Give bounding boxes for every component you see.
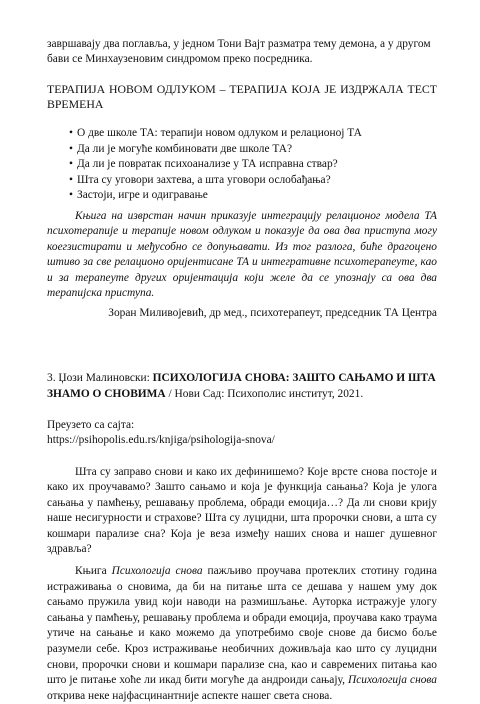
bullet-list bbox=[69, 126, 437, 204]
list-item: • Застоји, игре и одигравање bbox=[69, 188, 437, 204]
intro-paragraph: завршавају два поглавља, у једном Тони Вајт разматра тему демона, а у другом бави се Минхаузеновим синдромом преко посредника. bbox=[47, 38, 431, 65]
book-number-author: 3. Џози Малиновски: bbox=[47, 371, 153, 384]
text-run: пажљиво проучава протеклих стотину година истраживања о сновима, да би на питање шта се дешава у нашем уму док сањамо пружила увид који наводи на размишљање. Ауторка истражује улогу сањања у памћењу, решавању проблема и обради емоција, проучава како траума утиче на сањање и како можемо да употребимо своје снове да бисмо боље разумели себе. Кроз истраживање необичних доживљаја као што су луцидни снови, пророчки снови и кошмари парализе сна, као и савремених питања као што је питање хоће ли икад бити могуће да андроиди сањају, bbox=[47, 565, 437, 687]
body-paragraph-questions: Шта су заправо снови и како их дефинишемо? Које врсте снова постоје и како их проучавамо? Зашто сањамо и која је функција сањања? Која је улога сањања у памћењу, решавању проблема, обради емоција…? Да ли снови крију наше несигурности и страхове? Шта су луцидни, шта пророчки снови, а шта су кошмари парализе сна? Која је веза између наших снова и нашег душевног здравља? bbox=[47, 465, 437, 556]
review-signature: Зоран Миливојевић, др мед., психотерапеут, председник ТА Центра bbox=[108, 306, 437, 319]
text-run: Књига bbox=[75, 565, 112, 578]
body-paragraph-description bbox=[47, 564, 437, 704]
document-page bbox=[47, 37, 437, 704]
review-quote: Књига на изврстан начин приказује интеграцију релационог модела ТА психотерапије и терапије новом одлуком и показује да ова два приступа могу коегзистирати и међусобно се допуњавати. Из тог разлога, биће драгоцено штиво за све релационо оријентисане ТА и интегративне психотерапеуте, као и за терапеуте других оријентација који желе да се упознају са ова два терапијска приступа. bbox=[47, 209, 437, 299]
book-title: ПСИХОЛОГИЈА СНОВА: ЗАШТО САЊАМО И ШТА ЗНАМО О СНОВИМА bbox=[47, 371, 436, 400]
list-item: • Да ли је могуће комбиновати две школе ТА? bbox=[69, 142, 437, 158]
text-run: открива неке најфасцинантније аспекте нашег света снова. bbox=[47, 689, 333, 702]
book-reference bbox=[47, 370, 437, 402]
source-label: Преузето са сајта: bbox=[47, 418, 135, 431]
book-publisher: / Нови Сад: Психополис институт, 2021. bbox=[165, 387, 364, 400]
book-title-italic: Психологија снова bbox=[347, 674, 437, 687]
section-heading: ТЕРАПИЈА НОВОМ ОДЛУКОМ – ТЕРАПИЈА КОЈА ЈЕ ИЗДРЖАЛА ТЕСТ ВРЕМЕНА bbox=[47, 82, 437, 111]
list-item: • Да ли је повратак психоанализе у ТА исправна ствар? bbox=[69, 157, 437, 173]
book-title-italic: Психологија снова bbox=[111, 565, 203, 578]
source-url: https://psihopolis.edu.rs/knjiga/psihologija-snova/ bbox=[47, 433, 275, 446]
list-item: • Шта су уговори захтева, а шта уговори ослобађања? bbox=[69, 173, 437, 189]
list-item: • О две школе ТА: терапији новом одлуком и релационој ТА bbox=[69, 126, 437, 142]
